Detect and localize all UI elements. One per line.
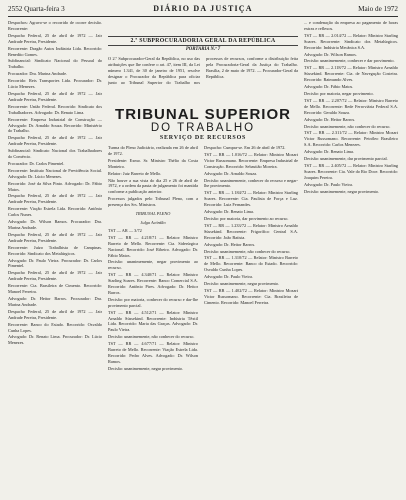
tribunal-title-line1: TRIBUNAL SUPERIOR bbox=[115, 106, 291, 123]
column-paragraph: TRIBUNAL PLENO bbox=[135, 211, 171, 217]
column-paragraph: Despacho Federal, 25 de abril de 1972 — Jair Andrade Pereira, Presidente. bbox=[8, 193, 102, 205]
column-paragraph: Recorrente: Viação Estrela Ltda. Recorrido: Antônio Carlos Nunes. bbox=[8, 206, 102, 218]
column-paragraph: Advogado: Dr. Wilson Ramos. Procurador: Dra. Marina Andrade. bbox=[8, 219, 102, 230]
column-paragraph: Advogado: Dr. Arnaldo Souza. bbox=[204, 170, 258, 176]
column-paragraph: Advogado: Dr. Paulo Vieira. Procurador: Dr. Carlos Pimentel. bbox=[8, 257, 102, 269]
column-paragraph: Despacho Federal, 25 de abril de 1972 — Jair Andrade Pereira, Presidente. bbox=[8, 231, 102, 243]
column-paragraph: TST — RR — 2.207/72 — Relator: Ministro Barreto de Mello. Recorrente: Rede Ferroviária Federal S.A. Recorrido: Geraldo Souza. bbox=[304, 97, 398, 115]
column-paragraph: TST — AR — 3/72 bbox=[108, 227, 142, 233]
column-paragraph: Decisão: unanimemente, negar provimento. bbox=[204, 281, 280, 287]
column-paragraph: Decisão: unanimemente, negar provimento. bbox=[108, 365, 184, 371]
column-paragraph: Despacho Federal, 25 de abril de 1972 — Jair Andrade Pereira, Presidente. bbox=[8, 308, 102, 320]
column-paragraph: TST — RR — 1.233/72 — Relator: Ministro Arnaldo Süssekind. Recorrente: Frigorífico Central S.A. Recorrido: João Batista. bbox=[204, 222, 298, 240]
column-paragraph: Recorrente: União Federal. Recorrido: Sindicato dos Trabalhadores. Advogado: Dr. Renato Lima. bbox=[8, 103, 102, 115]
column-paragraph: Advogado: Dr. Paulo Vieira. bbox=[204, 274, 253, 280]
column-paragraph: Decisão: por maioria, negar provimento. bbox=[304, 90, 374, 96]
column-paragraph: Recorrente: Instituto Nacional de Previdência Social. Advogado: Dr. Lúcio Menezes. bbox=[8, 167, 102, 179]
column-paragraph: Procurador: Dr. Carlos Pimentel. bbox=[8, 160, 65, 166]
column-paragraph: Decisão: por maioria, conhecer do recurso e dar-lhe provimento parcial. bbox=[108, 296, 198, 308]
column-paragraph: TST — RR — 4.677/71 — Relator: Ministro Barreto de Mello. Recorrente: Viação Estrela Ltda. Recorrido: Pedro Alves. Advogado: Dr. Wilson Ramos. bbox=[108, 341, 198, 364]
column-paragraph: Decisão: unanimemente, não conhecer do recurso. bbox=[108, 334, 195, 340]
column-paragraph: Despacho Federal, 25 de abril de 1972 — Jair Andrade Pereira, Presidente. bbox=[8, 32, 102, 44]
column-paragraph: Advogado: Dr. Fábio Matos. bbox=[304, 84, 354, 90]
column-4 bbox=[304, 20, 398, 496]
tribunal-title-line2: DO TRABALHO bbox=[150, 122, 256, 134]
tribunal-section-title: SERVIÇO DE RECURSOS bbox=[159, 135, 247, 141]
column-paragraph: Advogado: Dr. Paulo Vieira. bbox=[304, 181, 353, 187]
column-paragraph: Relator: Juiz Barreto de Mello. bbox=[108, 170, 162, 176]
section-heading: 2.ª SUBPROCURADORIA GERAL DA REPÚBLICA bbox=[108, 36, 298, 46]
section-body: O 2.º Subprocurador-Geral da República, no uso das atribuições que lhe confere o art. 47, item III, da Lei número 1.341, de 30 de janeiro de 1951, resolve designar o Procurador da República para oficiar junto ao Tribunal Superior do Trabalho nos processos de recursos, conforme a distribuição feita pela Procuradoria-Geral da Justiça do Trabalho. Brasília, 2 de maio de 1972. — Procurador-Geral da República. bbox=[108, 56, 298, 85]
column-paragraph: Advogado: Dr. Heitor Barros. Procurador: Dra. Marina Andrade. bbox=[8, 295, 102, 307]
column-paragraph: Decisão: unanimemente, negar provimento ao recurso. bbox=[108, 259, 198, 271]
column-paragraph: Decisão: unanimemente, não conhecer do recurso. bbox=[304, 123, 391, 129]
column-paragraph: Recorrido: Reis Transportes Ltda. Procurador: Dr. Lúcio Menezes. bbox=[8, 78, 102, 90]
header-rule bbox=[8, 16, 398, 17]
column-paragraph: Despacho Federal, 25 de abril de 1972 — Jair Andrade Pereira, Presidente. bbox=[8, 135, 102, 147]
journal-title: DIÁRIO DA JUSTIÇA bbox=[153, 4, 253, 13]
column-paragraph: TST — RR — 1.016/72 — Relator: Ministro Mozart Victor Russomano. Recorrente: Empresa Industrial de Construção. Recorrido: Sebastião Moreira. bbox=[204, 151, 298, 169]
column-paragraph: Advogado: Dr. Renato Lima. bbox=[304, 149, 355, 155]
column-paragraph: TST — RR — 4.340/71 — Relator: Ministro Starling Soares. Recorrente: Banco Comercial S.A. Recorrido: Antônio Pires. Advogado: Dr. Heitor Barros. bbox=[108, 272, 198, 295]
column-paragraph: Decisão: unanimemente, conhecer do recurso e negar-lhe provimento. bbox=[204, 177, 298, 189]
column-paragraph: Advogado: Dr. Renato Lima. bbox=[204, 209, 255, 215]
column-paragraph: Recorrente: Juízo Trabalhista de Campinas. Recorrido: Sindicato dos Metalúrgicos. bbox=[8, 244, 102, 256]
column-paragraph: Recorrente: Dragão Autos Indústria Ltda. Recorrido: Benedito Gomes. bbox=[8, 45, 102, 57]
column-paragraph: Julga Acórdão bbox=[140, 219, 166, 225]
column-paragraph: TST — RR — 2.118/72 — Relator: Ministro Arnaldo Süssekind. Recorrente: Cia. de Navegação Costeira. Recorrido: Raimundo Alves. bbox=[304, 65, 398, 83]
column-paragraph: Despachos: Agravo-se o recorrido de ocorre decisão. Recorrente: bbox=[8, 20, 102, 31]
column-paragraph: Decisão: unanimemente, negar provimento. bbox=[304, 188, 380, 194]
column-paragraph: Decisão: unanimemente, dar provimento parcial. bbox=[304, 156, 388, 162]
column-paragraph: TST — RR — 1.310/72 — Relator: Ministro Barreto de Mello. Recorrente: Banco do Estado. Recorrido: Osvaldo Cunha Lopes. bbox=[204, 255, 298, 273]
section-subheading: PORTARIA N.º 7 bbox=[185, 47, 221, 52]
column-1 bbox=[8, 20, 102, 496]
column-paragraph: Advogado: Dr. Heitor Barros. bbox=[304, 116, 356, 122]
column-paragraph: Presidente: Exmo. Sr. Ministro Thélio da Costa Monteiro. bbox=[108, 157, 198, 169]
column-paragraph: Despacho Federal, 25 de abril de 1972 — Jair Andrade Pereira, Presidente. bbox=[8, 270, 102, 282]
column-3 bbox=[204, 145, 298, 496]
column-paragraph: Subfinancial: Sindicato Nacional dos Trabalhadores do Comércio. bbox=[8, 148, 102, 160]
column-paragraph: Recorrente: Banco do Estado. Recorrido: Osvaldo Cunha Lopes. bbox=[8, 321, 102, 333]
column-paragraph: TST — RR — 2.311/72 — Relator: Ministro Mozart Victor Russomano. Recorrente: Petróleo Brasileiro S.A. Recorrido: Carlos Menezes. bbox=[304, 130, 398, 148]
column-paragraph: Despacho Federal, 25 de abril de 1972 — Jair Andrade Pereira, Presidente. bbox=[8, 90, 102, 102]
column-paragraph: Recorrente: Empresa Industrial de Construção — Advogado: Dr. Arnaldo Souza. Recorrido: Ministério do Trabalho. bbox=[8, 116, 102, 134]
column-paragraph: Recorrente: Cia. Brasileira de Cimento. Recorrido: Manoel Ferreira. bbox=[8, 283, 102, 295]
column-paragraph: Advogado: Dr. Renato Lima. Procurador: Dr. Lúcio Menezes. bbox=[8, 334, 102, 346]
page-number: 2552 bbox=[8, 5, 23, 13]
column-paragraph: Procurador: Dra. Marina Andrade. bbox=[8, 71, 68, 77]
column-paragraph: Advogado: Dr. Heitor Barros. bbox=[204, 241, 256, 247]
column-paragraph: TST — RR — 2.405/72 — Relator: Ministro Starling Soares. Recorrente: Cia. Vale do Rio Doce. Recorrido: Joaquim Pereira. bbox=[304, 162, 398, 180]
tribunal-masthead bbox=[108, 107, 298, 141]
column-paragraph: Não houve a sua vista do dia 25 e 26 de abril de 1972, e a ordem da pauta de julgamento foi mantida conforme a publicação anterior. bbox=[108, 177, 198, 195]
column-paragraph: Decisão: unanimemente, conhecer e dar provimento. bbox=[304, 58, 395, 64]
column-paragraph: ... e condenação da empresa ao pagamento de horas extras e reflexos. bbox=[304, 20, 398, 31]
column-paragraph: TST — RR — 4.512/71 — Relator: Ministro Arnaldo Süssekind. Recorrente: Indústria Têxtil Ltda. Recorrido: Maria das Graças. Advogado: Dr. Paulo Vieira. bbox=[108, 309, 198, 333]
column-paragraph: TST — RR — 4.218/71 — Relator: Ministro Barreto de Mello. Recorrente: Cia. Siderúrgica Nacional. Recorrido: José Ribeiro. Advogado: Dr. Fábio Matos. bbox=[108, 234, 198, 258]
column-paragraph: Despacho: Cumpra-se. Em 26 de abril de 1972. bbox=[204, 145, 286, 150]
page-header bbox=[8, 3, 398, 15]
column-paragraph: TST — RR — 1.402/72 — Relator: Ministro Mozart Victor Russomano. Recorrente: Cia. Brasileira de Cimento. Recorrido: Manoel Ferreira. bbox=[204, 287, 298, 305]
issue-date: Maio de 1972 bbox=[358, 5, 398, 13]
column-paragraph: Subfinancial: Sindicato Nacional do Pessoal do Trabalho. bbox=[8, 58, 102, 70]
column-paragraph: Turma do Pleno Judiciário, realizada em 26 de abril de 1972. bbox=[108, 145, 198, 156]
column-paragraph: Decisão: unanimemente, não conhecer do recurso. bbox=[204, 248, 291, 254]
column-paragraph: Advogado: Dr. Wilson Ramos. bbox=[304, 51, 357, 57]
column-paragraph: TST — RR — 2.014/72 — Relator: Ministro Starling Soares. Recorrente: Sindicato dos Metalúrgicos. Recorrido: Indústria Mecânica S.A. bbox=[304, 32, 398, 50]
column-paragraph: Processos julgados pelo Tribunal Pleno, com a presença dos Srs. Ministros. bbox=[108, 196, 198, 208]
column-2 bbox=[108, 145, 198, 496]
column-paragraph: TST — RR — 1.184/72 — Relator: Ministro Starling Soares. Recorrente: Cia. Paulista de Força e Luz. Recorrido: Luiz Fernandes. bbox=[204, 190, 298, 208]
column-paragraph: Recorrido: José da Silva Pinto. Advogado: Dr. Fábio Matos. bbox=[8, 180, 102, 192]
column-paragraph: Decisão: por maioria, dar provimento ao recurso. bbox=[204, 215, 289, 221]
weekday: Quarta-feira 3 bbox=[24, 5, 65, 13]
